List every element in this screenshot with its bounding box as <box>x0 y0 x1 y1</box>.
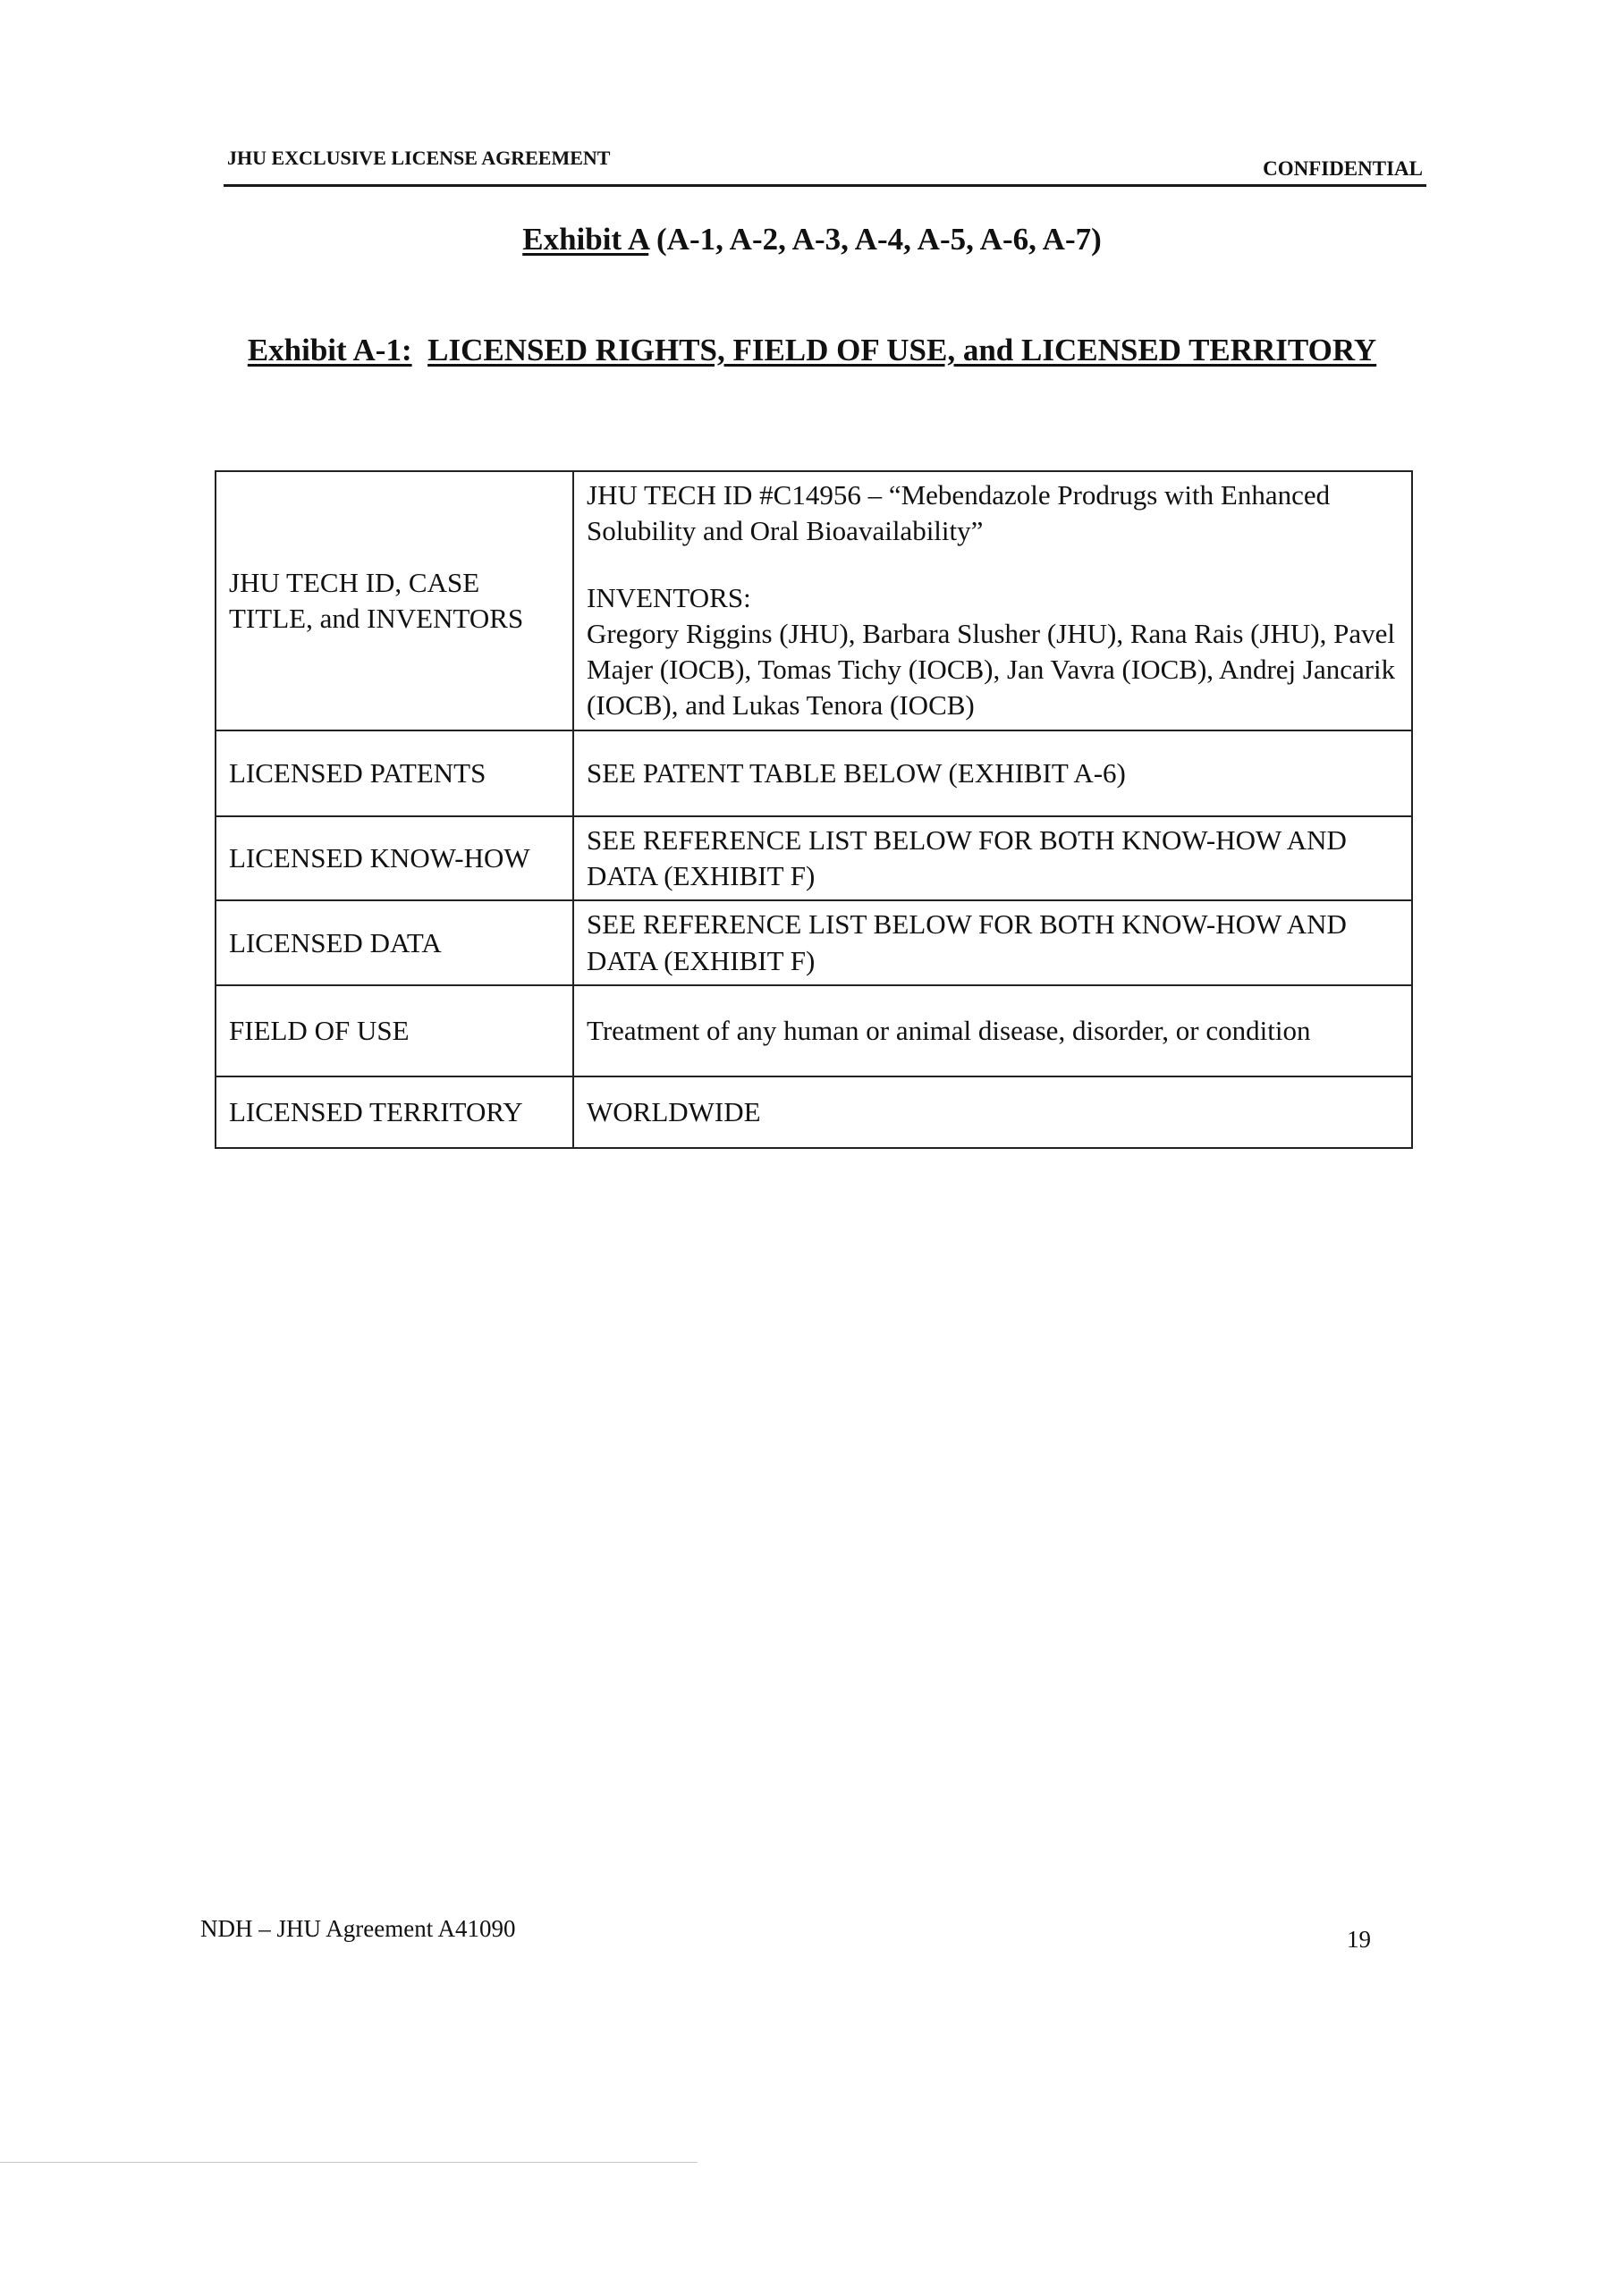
running-header <box>224 143 1426 187</box>
table-row <box>216 730 1412 816</box>
inventors-heading: INVENTORS: <box>587 581 751 613</box>
row-label: LICENSED KNOW-HOW <box>216 816 573 901</box>
scan-artifact-line <box>0 2162 698 2163</box>
licensed-rights-table <box>215 470 1413 1149</box>
row-value <box>573 471 1412 730</box>
table-row <box>216 985 1412 1076</box>
table-row <box>216 1076 1412 1148</box>
page-number: 19 <box>1347 1926 1371 1953</box>
table-row <box>216 900 1412 985</box>
table-row <box>216 471 1412 730</box>
header-confidential-label: CONFIDENTIAL <box>1263 157 1423 180</box>
exhibit-title-rest: (A-1, A-2, A-3, A-4, A-5, A-6, A-7) <box>648 222 1102 257</box>
exhibit-title <box>0 222 1624 257</box>
subtitle-heading: LICENSED RIGHTS, FIELD OF USE, and LICENSED TERRITORY <box>427 333 1377 367</box>
footer-agreement-id: NDH – JHU Agreement A41090 <box>200 1915 516 1942</box>
row-value: SEE PATENT TABLE BELOW (EXHIBIT A-6) <box>573 730 1412 816</box>
inventors-list: Gregory Riggins (JHU), Barbara Slusher (JHU), Rana Rais (JHU), Pavel Majer (IOCB), Tomas Tichy (IOCB), Jan Vavra (IOCB), Andrej Jancarik (IOCB), and Lukas Tenora (IOCB) <box>587 617 1396 722</box>
exhibit-title-underlined: Exhibit A <box>522 222 649 257</box>
table-row <box>216 816 1412 901</box>
exhibit-subtitle <box>0 333 1624 368</box>
row-label: LICENSED DATA <box>216 900 573 985</box>
tech-id-title: JHU TECH ID #C14956 – “Mebendazole Prodrugs with Enhanced Solubility and Oral Bioavailability” <box>587 479 1331 547</box>
header-agreement-title: JHU EXCLUSIVE LICENSE AGREEMENT <box>227 147 611 169</box>
row-value: SEE REFERENCE LIST BELOW FOR BOTH KNOW-HOW AND DATA (EXHIBIT F) <box>573 816 1412 901</box>
row-label: LICENSED TERRITORY <box>216 1076 573 1148</box>
subtitle-exhibit-number: Exhibit A-1: <box>247 333 412 367</box>
row-label: LICENSED PATENTS <box>216 730 573 816</box>
row-value: SEE REFERENCE LIST BELOW FOR BOTH KNOW-HOW AND DATA (EXHIBIT F) <box>573 900 1412 985</box>
row-label: JHU TECH ID, CASE TITLE, and INVENTORS <box>216 471 573 730</box>
row-label: FIELD OF USE <box>216 985 573 1076</box>
row-value: WORLDWIDE <box>573 1076 1412 1148</box>
row-value: Treatment of any human or animal disease, disorder, or condition <box>573 985 1412 1076</box>
